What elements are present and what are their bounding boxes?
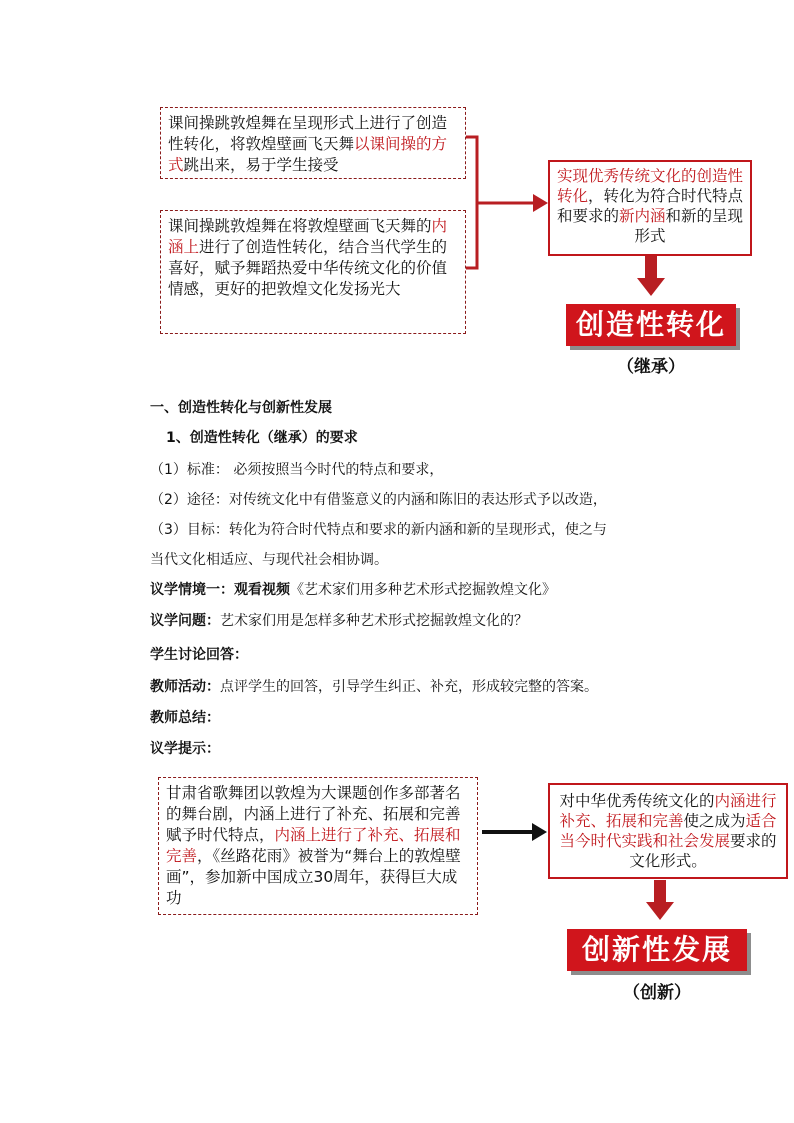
right-arrow-bottom-shaft bbox=[482, 830, 534, 834]
down-arrow-top-head bbox=[637, 278, 665, 296]
teacher-summary-label: 教师总结： bbox=[150, 710, 220, 726]
discussion-label: 学生讨论回答： bbox=[150, 647, 248, 663]
section-subheading: 1、创造性转化（继承）的要求 bbox=[166, 430, 358, 446]
requirement-approach: （2）途径：对传统文化中有借鉴意义的内涵和陈旧的表达形式予以改造， bbox=[150, 492, 607, 508]
question-line: 议学问题：艺术家们用是怎样多种艺术形式挖掘敦煌文化的？ bbox=[150, 613, 528, 629]
explanation-box-form: 课间操跳敦煌舞在呈现形式上进行了创造性转化，将敦煌壁画飞天舞以课间操的方式跳出来，易于学生接受 bbox=[160, 107, 466, 179]
explanation-box-content: 课间操跳敦煌舞在将敦煌壁画飞天舞的内涵上进行了创造性转化，结合当代学生的喜好，赋予舞蹈热爱中华传统文化的价值情感，更好的把敦煌文化发扬光大 bbox=[160, 210, 466, 334]
highlight-text: 以课间操的方式 bbox=[168, 135, 448, 174]
explanation-box-dance-troupe: 甘肃省歌舞团以敦煌为大课题创作多部著名的舞台剧，内涵上进行了补充、拓展和完善赋予时代特点，内涵上进行了补充、拓展和完善，《丝路花雨》被誉为“舞台上的敦煌壁画”，参加新中国成立30周年，获得巨大成功 bbox=[158, 777, 478, 915]
down-arrow-bottom-head bbox=[646, 902, 674, 920]
result-box-development: 对中华优秀传统文化的内涵进行补充、拓展和完善使之成为适合当今时代实践和社会发展要求的文化形式。 bbox=[548, 783, 788, 879]
requirement-standard: （1）标准： 必须按照当今时代的特点和要求， bbox=[150, 462, 444, 478]
requirement-goal-cont: 当代文化相适应、与现代社会相协调。 bbox=[150, 552, 388, 568]
hint-label: 议学提示： bbox=[150, 741, 220, 757]
right-arrow-top bbox=[533, 194, 548, 212]
banner-creative-transformation: 创造性转化 bbox=[566, 304, 736, 346]
teacher-activity-line: 教师活动：点评学生的回答，引导学生纠正、补充，形成较完整的答案。 bbox=[150, 679, 598, 695]
requirement-goal: （3）目标：转化为符合时代特点和要求的新内涵和新的呈现形式，使之与 bbox=[150, 522, 607, 538]
section-heading: 一、创造性转化与创新性发展 bbox=[150, 400, 332, 416]
banner-subtitle-inherit: （继承） bbox=[617, 357, 685, 377]
right-arrow-bottom-head bbox=[532, 823, 547, 841]
result-box-transformation: 实现优秀传统文化的创造性转化，转化为符合时代特点和要求的新内涵和新的呈现形式 bbox=[548, 160, 752, 256]
highlight-text: 内涵上进行了补充、拓展和完善 bbox=[166, 826, 461, 865]
banner-subtitle-innovate: （创新） bbox=[623, 983, 691, 1003]
banner-innovative-development: 创新性发展 bbox=[567, 929, 747, 971]
highlight-text: 内涵上 bbox=[168, 217, 448, 256]
bracket-connector bbox=[466, 137, 533, 268]
scene-line: 议学情境一：观看视频《艺术家们用多种艺术形式挖掘敦煌文化》 bbox=[150, 582, 556, 598]
down-arrow-top-shaft bbox=[645, 256, 657, 278]
down-arrow-bottom-shaft bbox=[654, 880, 666, 902]
